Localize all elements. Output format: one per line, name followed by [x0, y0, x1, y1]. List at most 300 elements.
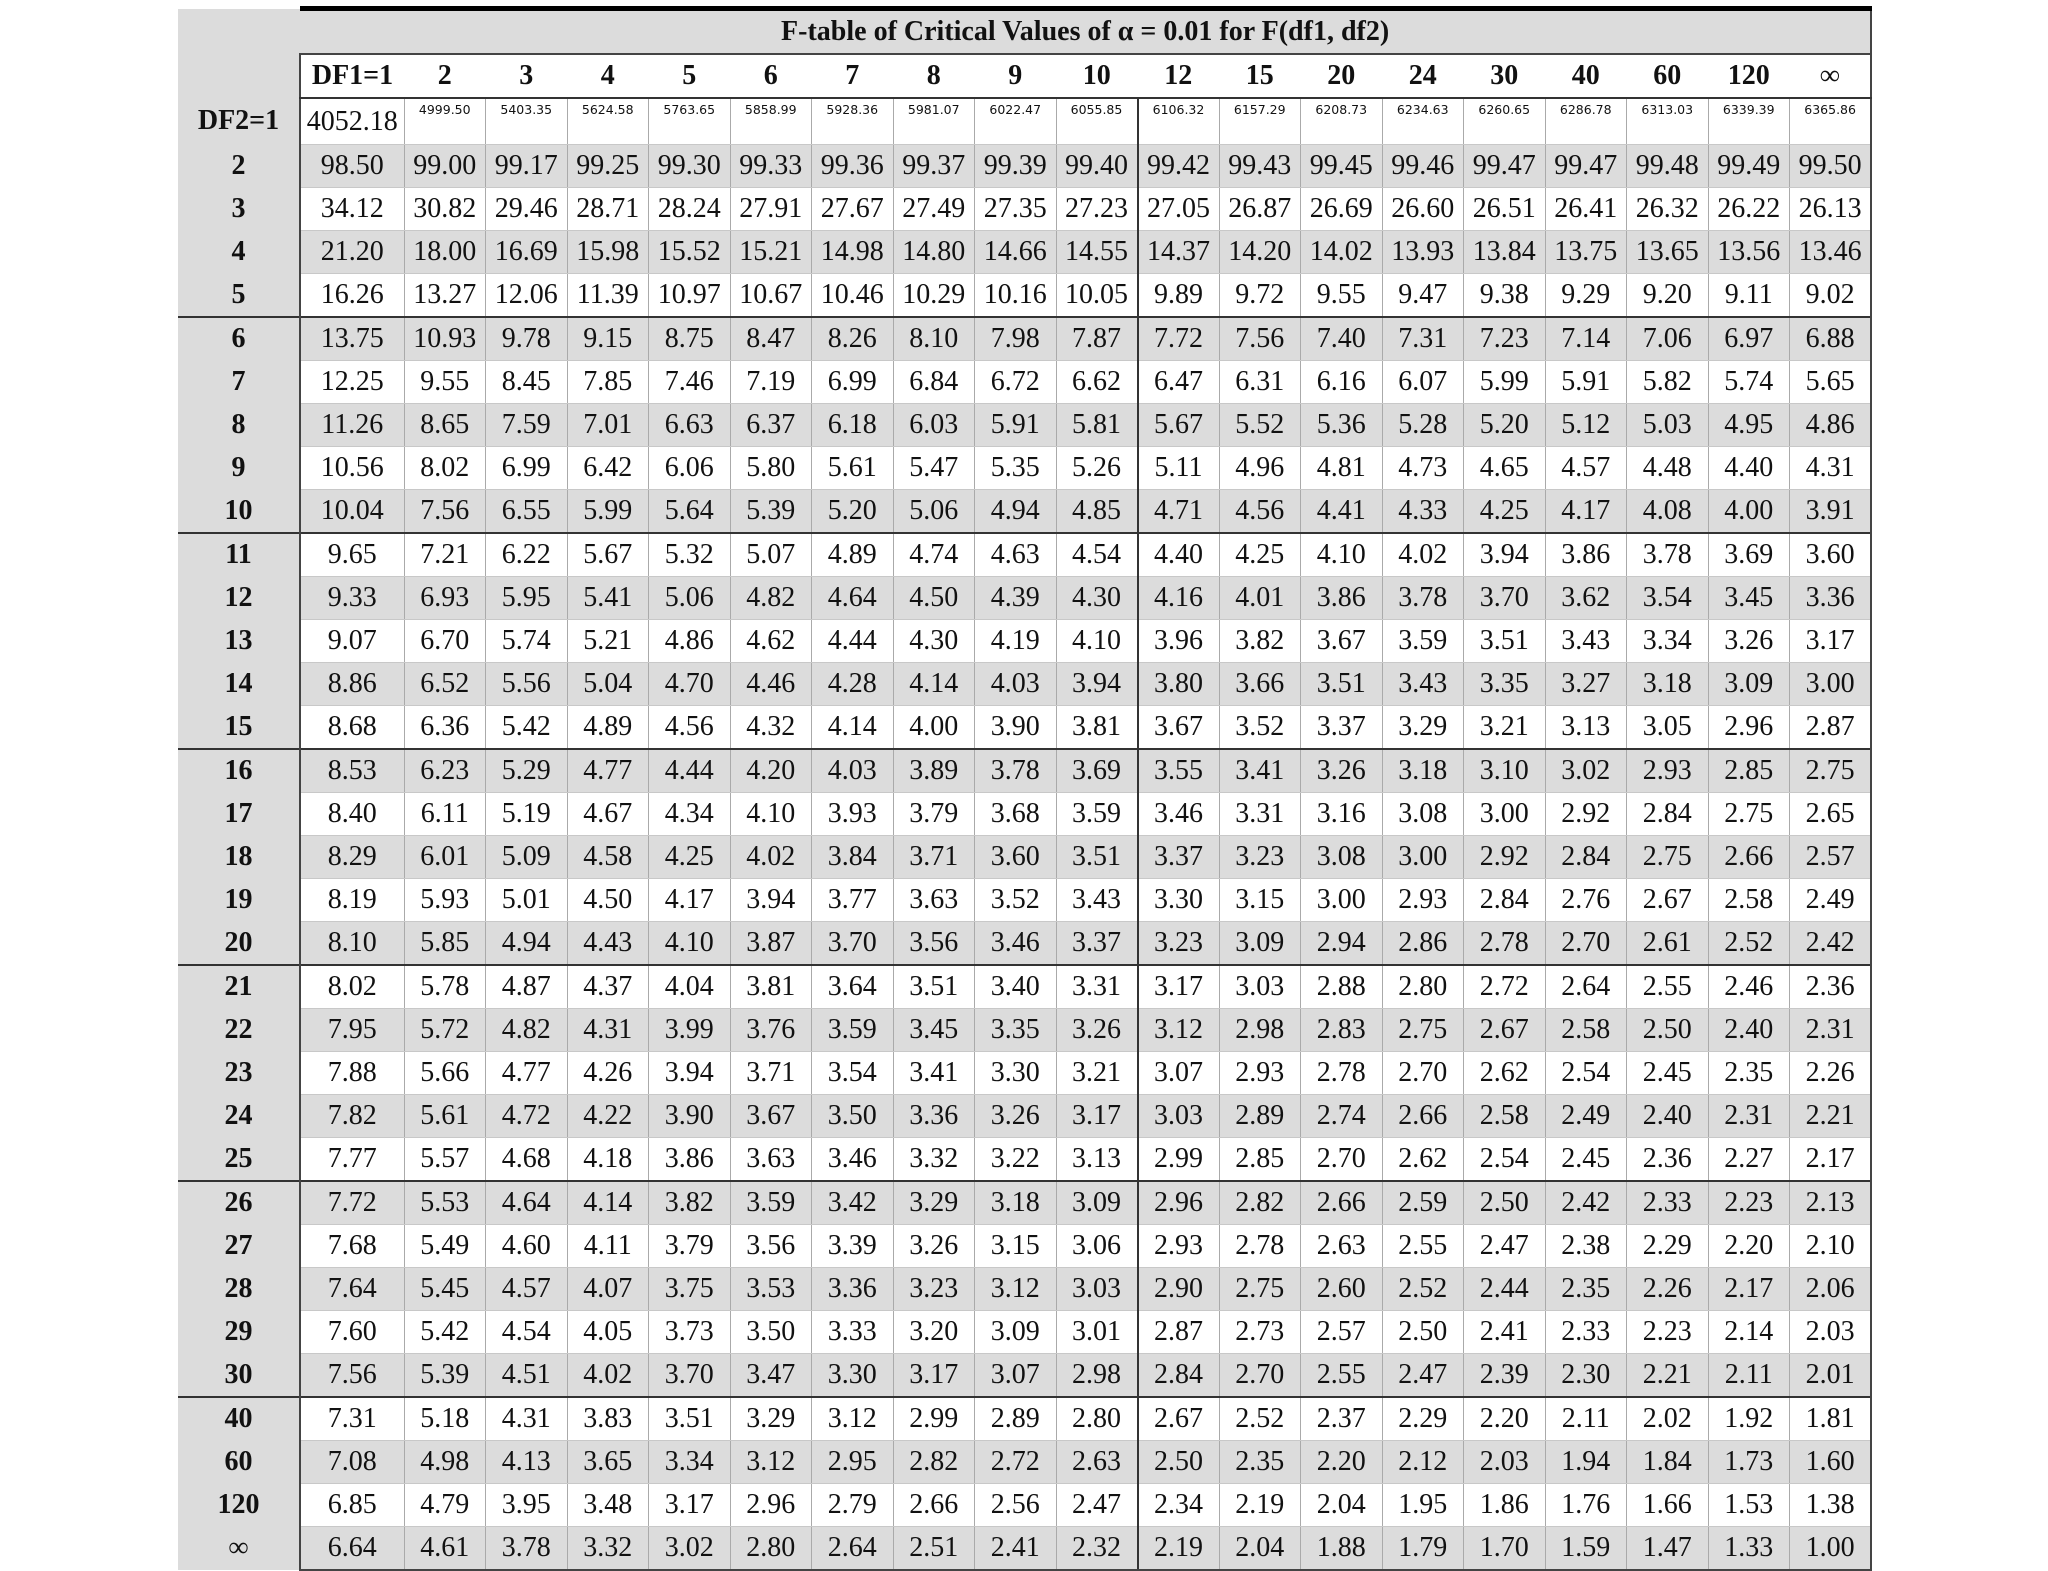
table-row: [178, 274, 1871, 318]
table-cell: 8.40: [300, 793, 404, 836]
table-cell: 27.91: [730, 188, 812, 231]
table-cell: 3.67: [1301, 620, 1383, 663]
table-row: [178, 231, 1871, 274]
table-cell: 3.12: [1138, 1009, 1220, 1052]
table-cell: 1.84: [1627, 1441, 1709, 1484]
table-cell: 4.50: [893, 577, 975, 620]
table-cell: 6.88: [1790, 317, 1872, 361]
table-cell: 2.70: [1219, 1354, 1301, 1398]
table-cell: 5.61: [404, 1095, 486, 1138]
table-cell: 4.16: [1138, 577, 1220, 620]
table-cell: 7.59: [486, 404, 568, 447]
corner-cell: [178, 54, 300, 98]
table-cell: 2.64: [812, 1527, 894, 1571]
table-cell: 3.03: [1219, 965, 1301, 1009]
table-cell: 2.41: [1464, 1311, 1546, 1354]
table-cell: 2.31: [1708, 1095, 1790, 1138]
table-cell: 3.02: [649, 1527, 731, 1571]
table-cell: 3.17: [1790, 620, 1872, 663]
table-cell: 2.80: [1056, 1397, 1138, 1441]
table-cell: 4.95: [1708, 404, 1790, 447]
table-cell: 2.35: [1708, 1052, 1790, 1095]
df2-label: 10: [178, 490, 300, 534]
table-cell: 4.89: [567, 706, 649, 750]
df1-header: 15: [1219, 54, 1301, 98]
table-cell: 2.39: [1464, 1354, 1546, 1398]
table-cell: 2.27: [1708, 1138, 1790, 1182]
df2-label: 4: [178, 231, 300, 274]
table-cell: 18.00: [404, 231, 486, 274]
table-cell: 4.82: [730, 577, 812, 620]
table-cell: 5.35: [975, 447, 1057, 490]
table-cell: 3.84: [812, 836, 894, 879]
table-cell: 2.70: [1545, 922, 1627, 966]
table-cell: 13.56: [1708, 231, 1790, 274]
table-cell: 3.59: [1382, 620, 1464, 663]
table-cell: 3.56: [730, 1225, 812, 1268]
table-cell: 5.18: [404, 1397, 486, 1441]
df2-label: 30: [178, 1354, 300, 1398]
table-cell: 2.96: [1708, 706, 1790, 750]
table-cell: 4.64: [486, 1181, 568, 1225]
table-cell: 2.57: [1790, 836, 1872, 879]
table-cell: 1.66: [1627, 1484, 1709, 1527]
table-cell: 99.39: [975, 145, 1057, 188]
table-cell: 29.46: [486, 188, 568, 231]
table-cell: 3.23: [1138, 922, 1220, 966]
table-cell: 5.74: [1708, 361, 1790, 404]
table-cell: 9.02: [1790, 274, 1872, 318]
table-cell: 7.31: [300, 1397, 404, 1441]
table-cell: 2.23: [1627, 1311, 1709, 1354]
table-cell: 2.04: [1301, 1484, 1383, 1527]
table-cell: 4.58: [567, 836, 649, 879]
table-cell: 4.61: [404, 1527, 486, 1571]
table-cell: 2.21: [1790, 1095, 1872, 1138]
table-cell: 4.28: [812, 663, 894, 706]
table-cell: 4.30: [1056, 577, 1138, 620]
table-cell: 8.26: [812, 317, 894, 361]
df2-label: 29: [178, 1311, 300, 1354]
table-cell: 3.30: [812, 1354, 894, 1398]
table-cell: 99.46: [1382, 145, 1464, 188]
f-table-body: [178, 9, 1871, 1571]
table-cell: 6.85: [300, 1484, 404, 1527]
table-cell: 6365.86: [1790, 98, 1872, 145]
table-cell: 99.50: [1790, 145, 1872, 188]
table-cell: 4.03: [975, 663, 1057, 706]
table-cell: 3.53: [730, 1268, 812, 1311]
df2-label: ∞: [178, 1527, 300, 1571]
table-cell: 5.49: [404, 1225, 486, 1268]
table-cell: 2.96: [1138, 1181, 1220, 1225]
df1-header: 60: [1627, 54, 1709, 98]
table-cell: 10.56: [300, 447, 404, 490]
df2-label: 15: [178, 706, 300, 750]
table-cell: 2.26: [1790, 1052, 1872, 1095]
table-cell: 3.94: [1464, 533, 1546, 577]
table-cell: 3.34: [1627, 620, 1709, 663]
table-cell: 6.52: [404, 663, 486, 706]
table-cell: 3.50: [730, 1311, 812, 1354]
table-cell: 2.01: [1790, 1354, 1872, 1398]
table-cell: 3.02: [1545, 749, 1627, 793]
table-cell: 13.27: [404, 274, 486, 318]
df1-header: DF1=1: [300, 54, 404, 98]
table-cell: 3.67: [730, 1095, 812, 1138]
table-cell: 2.20: [1464, 1397, 1546, 1441]
table-cell: 5.91: [975, 404, 1057, 447]
table-cell: 2.96: [730, 1484, 812, 1527]
table-cell: 7.23: [1464, 317, 1546, 361]
table-cell: 5.19: [486, 793, 568, 836]
table-cell: 16.26: [300, 274, 404, 318]
table-cell: 7.72: [1138, 317, 1220, 361]
table-cell: 7.56: [1219, 317, 1301, 361]
table-cell: 2.33: [1545, 1311, 1627, 1354]
table-cell: 99.25: [567, 145, 649, 188]
table-row: [178, 706, 1871, 750]
table-cell: 4.13: [486, 1441, 568, 1484]
table-cell: 99.33: [730, 145, 812, 188]
table-cell: 27.35: [975, 188, 1057, 231]
table-cell: 4.65: [1464, 447, 1546, 490]
table-cell: 4.14: [893, 663, 975, 706]
table-cell: 4.37: [567, 965, 649, 1009]
table-cell: 7.60: [300, 1311, 404, 1354]
table-cell: 3.37: [1301, 706, 1383, 750]
table-cell: 4.32: [730, 706, 812, 750]
table-cell: 7.87: [1056, 317, 1138, 361]
table-cell: 9.29: [1545, 274, 1627, 318]
table-row: [178, 836, 1871, 879]
table-row: [178, 1181, 1871, 1225]
table-cell: 3.78: [975, 749, 1057, 793]
table-cell: 2.86: [1382, 922, 1464, 966]
table-cell: 4.44: [649, 749, 731, 793]
df2-label: 3: [178, 188, 300, 231]
table-cell: 2.72: [1464, 965, 1546, 1009]
table-cell: 5624.58: [567, 98, 649, 145]
table-row: [178, 1484, 1871, 1527]
table-cell: 2.12: [1382, 1441, 1464, 1484]
table-cell: 3.90: [649, 1095, 731, 1138]
table-cell: 2.06: [1790, 1268, 1872, 1311]
table-cell: 2.73: [1219, 1311, 1301, 1354]
table-cell: 2.66: [1301, 1181, 1383, 1225]
table-cell: 5.45: [404, 1268, 486, 1311]
table-cell: 2.50: [1138, 1441, 1220, 1484]
table-cell: 7.95: [300, 1009, 404, 1052]
table-cell: 4.41: [1301, 490, 1383, 534]
table-cell: 7.72: [300, 1181, 404, 1225]
table-cell: 3.23: [1219, 836, 1301, 879]
table-cell: 2.62: [1382, 1138, 1464, 1182]
table-cell: 14.20: [1219, 231, 1301, 274]
table-cell: 1.53: [1708, 1484, 1790, 1527]
table-cell: 98.50: [300, 145, 404, 188]
df2-label: 16: [178, 749, 300, 793]
table-cell: 3.60: [975, 836, 1057, 879]
table-cell: 3.15: [1219, 879, 1301, 922]
table-cell: 6.07: [1382, 361, 1464, 404]
table-cell: 2.56: [975, 1484, 1057, 1527]
table-cell: 26.13: [1790, 188, 1872, 231]
table-cell: 4.02: [567, 1354, 649, 1398]
table-cell: 2.87: [1790, 706, 1872, 750]
table-row: [178, 1268, 1871, 1311]
table-cell: 8.45: [486, 361, 568, 404]
table-cell: 6.03: [893, 404, 975, 447]
table-cell: 5.04: [567, 663, 649, 706]
table-cell: 3.63: [893, 879, 975, 922]
table-cell: 6.72: [975, 361, 1057, 404]
table-cell: 2.40: [1708, 1009, 1790, 1052]
table-cell: 4999.50: [404, 98, 486, 145]
df2-label: 28: [178, 1268, 300, 1311]
table-cell: 5403.35: [486, 98, 568, 145]
table-cell: 3.07: [975, 1354, 1057, 1398]
table-cell: 2.92: [1464, 836, 1546, 879]
df2-label: 12: [178, 577, 300, 620]
table-cell: 3.79: [649, 1225, 731, 1268]
table-cell: 27.67: [812, 188, 894, 231]
table-cell: 3.46: [1138, 793, 1220, 836]
table-cell: 2.95: [812, 1441, 894, 1484]
table-cell: 99.36: [812, 145, 894, 188]
table-cell: 10.46: [812, 274, 894, 318]
table-cell: 2.85: [1708, 749, 1790, 793]
table-cell: 99.48: [1627, 145, 1709, 188]
table-cell: 2.79: [812, 1484, 894, 1527]
table-cell: 3.51: [1301, 663, 1383, 706]
table-cell: 10.97: [649, 274, 731, 318]
df2-label: 17: [178, 793, 300, 836]
table-cell: 2.20: [1708, 1225, 1790, 1268]
table-cell: 4.96: [1219, 447, 1301, 490]
table-cell: 5.42: [404, 1311, 486, 1354]
table-cell: 3.41: [893, 1052, 975, 1095]
table-cell: 3.15: [975, 1225, 1057, 1268]
table-cell: 5.32: [649, 533, 731, 577]
table-cell: 2.93: [1219, 1052, 1301, 1095]
table-cell: 4.54: [486, 1311, 568, 1354]
table-cell: 2.99: [893, 1397, 975, 1441]
df2-label: 40: [178, 1397, 300, 1441]
table-cell: 4.77: [567, 749, 649, 793]
table-cell: 6.64: [300, 1527, 404, 1571]
table-cell: 4.03: [812, 749, 894, 793]
table-cell: 3.55: [1138, 749, 1220, 793]
table-cell: 3.18: [975, 1181, 1057, 1225]
table-cell: 2.54: [1545, 1052, 1627, 1095]
table-cell: 3.68: [975, 793, 1057, 836]
table-cell: 4.18: [567, 1138, 649, 1182]
table-cell: 2.26: [1627, 1268, 1709, 1311]
table-cell: 2.50: [1464, 1181, 1546, 1225]
table-cell: 6339.39: [1708, 98, 1790, 145]
table-cell: 2.70: [1382, 1052, 1464, 1095]
table-cell: 2.58: [1708, 879, 1790, 922]
table-cell: 3.42: [812, 1181, 894, 1225]
table-cell: 8.19: [300, 879, 404, 922]
table-cell: 13.93: [1382, 231, 1464, 274]
table-cell: 2.57: [1301, 1311, 1383, 1354]
table-cell: 3.52: [975, 879, 1057, 922]
table-cell: 8.02: [300, 965, 404, 1009]
table-cell: 9.15: [567, 317, 649, 361]
table-cell: 2.63: [1301, 1225, 1383, 1268]
table-cell: 4.94: [486, 922, 568, 966]
df1-header: 3: [486, 54, 568, 98]
table-cell: 6234.63: [1382, 98, 1464, 145]
table-cell: 3.59: [730, 1181, 812, 1225]
table-cell: 13.65: [1627, 231, 1709, 274]
table-cell: 2.88: [1301, 965, 1383, 1009]
table-row: [178, 1225, 1871, 1268]
table-cell: 5858.99: [730, 98, 812, 145]
table-cell: 2.59: [1382, 1181, 1464, 1225]
table-cell: 7.14: [1545, 317, 1627, 361]
table-cell: 2.42: [1790, 922, 1872, 966]
table-cell: 10.29: [893, 274, 975, 318]
table-cell: 3.78: [1382, 577, 1464, 620]
table-cell: 2.42: [1545, 1181, 1627, 1225]
table-cell: 2.55: [1301, 1354, 1383, 1398]
table-cell: 15.52: [649, 231, 731, 274]
table-cell: 4.86: [1790, 404, 1872, 447]
df1-header: 30: [1464, 54, 1546, 98]
table-cell: 4.63: [975, 533, 1057, 577]
table-cell: 2.83: [1301, 1009, 1383, 1052]
table-cell: 2.78: [1301, 1052, 1383, 1095]
table-cell: 2.47: [1056, 1484, 1138, 1527]
table-cell: 2.49: [1790, 879, 1872, 922]
table-cell: 4.62: [730, 620, 812, 663]
table-cell: 6.63: [649, 404, 731, 447]
table-cell: 3.23: [893, 1268, 975, 1311]
table-row: [178, 404, 1871, 447]
table-cell: 3.43: [1545, 620, 1627, 663]
table-cell: 3.33: [812, 1311, 894, 1354]
table-cell: 2.75: [1382, 1009, 1464, 1052]
table-cell: 2.70: [1301, 1138, 1383, 1182]
table-cell: 3.76: [730, 1009, 812, 1052]
table-cell: 3.22: [975, 1138, 1057, 1182]
table-cell: 2.04: [1219, 1527, 1301, 1571]
table-cell: 4.56: [649, 706, 731, 750]
table-cell: 2.47: [1464, 1225, 1546, 1268]
df2-label: 25: [178, 1138, 300, 1182]
table-cell: 5.65: [1790, 361, 1872, 404]
table-cell: 11.26: [300, 404, 404, 447]
table-cell: 4.34: [649, 793, 731, 836]
table-cell: 2.82: [893, 1441, 975, 1484]
table-cell: 5.99: [1464, 361, 1546, 404]
table-cell: 8.29: [300, 836, 404, 879]
table-cell: 5.20: [1464, 404, 1546, 447]
table-cell: 4.30: [893, 620, 975, 663]
table-cell: 3.29: [1382, 706, 1464, 750]
table-cell: 14.98: [812, 231, 894, 274]
table-cell: 2.14: [1708, 1311, 1790, 1354]
table-cell: 2.17: [1708, 1268, 1790, 1311]
table-cell: 2.52: [1219, 1397, 1301, 1441]
table-cell: 3.95: [486, 1484, 568, 1527]
table-cell: 6.99: [812, 361, 894, 404]
table-cell: 6.62: [1056, 361, 1138, 404]
table-cell: 3.35: [975, 1009, 1057, 1052]
df1-header: 8: [893, 54, 975, 98]
table-cell: 4.02: [730, 836, 812, 879]
table-cell: 4.87: [486, 965, 568, 1009]
table-cell: 2.85: [1219, 1138, 1301, 1182]
table-cell: 3.51: [649, 1397, 731, 1441]
table-cell: 2.52: [1708, 922, 1790, 966]
table-cell: 3.59: [812, 1009, 894, 1052]
table-cell: 2.78: [1219, 1225, 1301, 1268]
table-cell: 3.09: [1219, 922, 1301, 966]
table-cell: 3.17: [1056, 1095, 1138, 1138]
table-cell: 2.98: [1219, 1009, 1301, 1052]
table-cell: 2.84: [1138, 1354, 1220, 1398]
table-cell: 5.81: [1056, 404, 1138, 447]
table-cell: 2.36: [1627, 1138, 1709, 1182]
table-cell: 5.21: [567, 620, 649, 663]
table-cell: 4.85: [1056, 490, 1138, 534]
table-cell: 4.40: [1708, 447, 1790, 490]
table-cell: 28.24: [649, 188, 731, 231]
table-cell: 6022.47: [975, 98, 1057, 145]
table-cell: 3.77: [812, 879, 894, 922]
table-cell: 4.39: [975, 577, 1057, 620]
table-cell: 2.03: [1464, 1441, 1546, 1484]
table-cell: 2.45: [1545, 1138, 1627, 1182]
table-cell: 3.08: [1301, 836, 1383, 879]
df1-header: 2: [404, 54, 486, 98]
table-row: [178, 577, 1871, 620]
table-cell: 3.80: [1138, 663, 1220, 706]
df1-header: 12: [1138, 54, 1220, 98]
table-cell: 2.90: [1138, 1268, 1220, 1311]
table-cell: 3.69: [1056, 749, 1138, 793]
table-cell: 3.78: [1627, 533, 1709, 577]
table-cell: 3.27: [1545, 663, 1627, 706]
table-cell: 3.00: [1790, 663, 1872, 706]
table-cell: 4.00: [893, 706, 975, 750]
table-cell: 7.82: [300, 1095, 404, 1138]
table-cell: 14.02: [1301, 231, 1383, 274]
table-cell: 99.40: [1056, 145, 1138, 188]
table-cell: 6313.03: [1627, 98, 1709, 145]
table-cell: 1.33: [1708, 1527, 1790, 1571]
table-cell: 99.42: [1138, 145, 1220, 188]
table-cell: 3.03: [1056, 1268, 1138, 1311]
table-cell: 99.45: [1301, 145, 1383, 188]
table-cell: 10.67: [730, 274, 812, 318]
table-cell: 1.79: [1382, 1527, 1464, 1571]
table-cell: 3.45: [1708, 577, 1790, 620]
table-cell: 34.12: [300, 188, 404, 231]
table-cell: 6.06: [649, 447, 731, 490]
table-cell: 2.84: [1464, 879, 1546, 922]
table-cell: 3.45: [893, 1009, 975, 1052]
table-row: [178, 1095, 1871, 1138]
table-cell: 26.60: [1382, 188, 1464, 231]
table-cell: 2.98: [1056, 1354, 1138, 1398]
table-cell: 7.85: [567, 361, 649, 404]
table-cell: 6.18: [812, 404, 894, 447]
